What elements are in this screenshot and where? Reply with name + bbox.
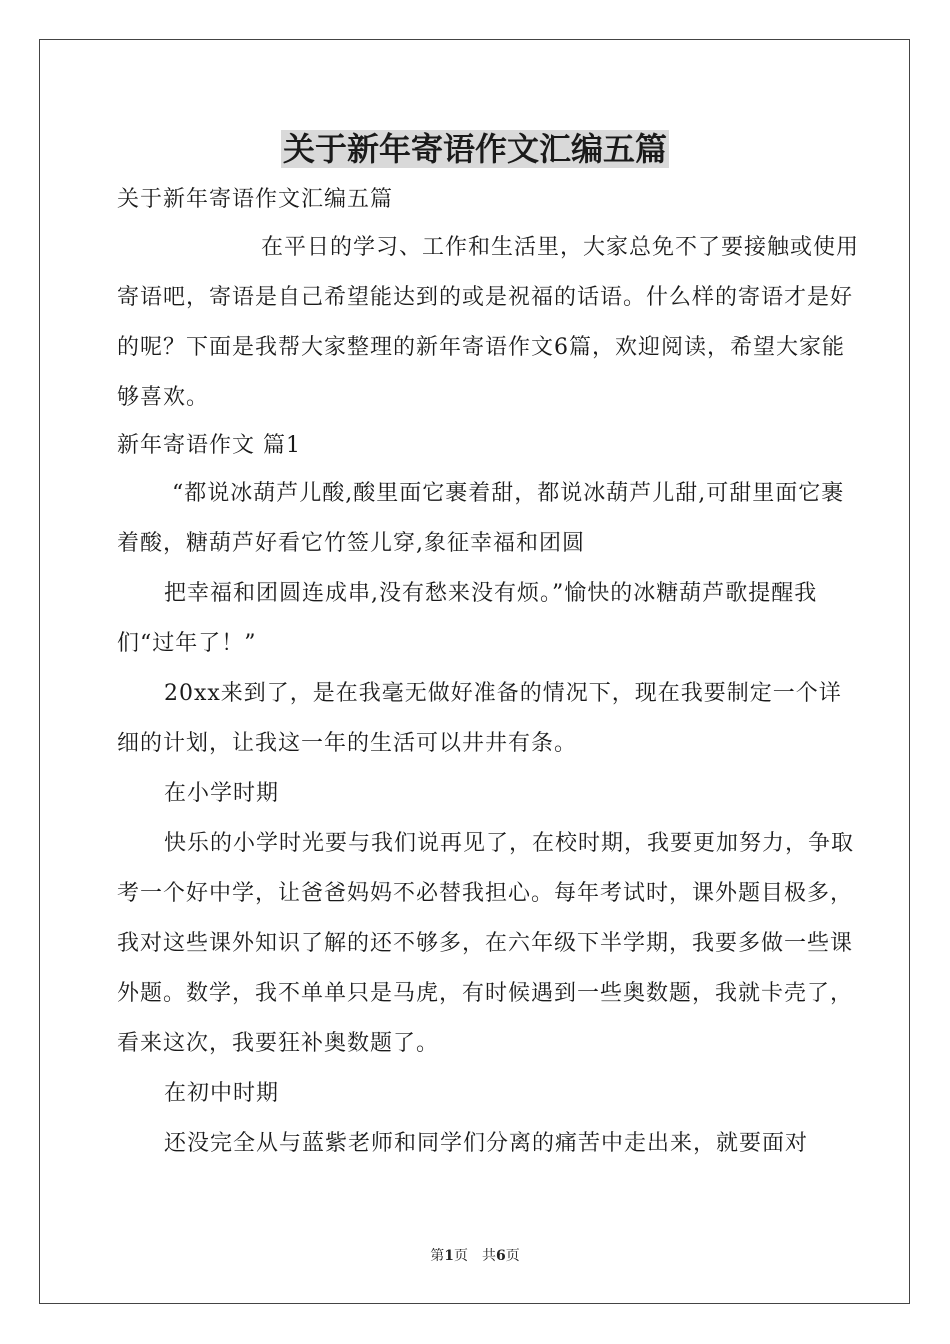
intro-paragraph: 在平日的学习、工作和生活里，大家总免不了要接触或使用寄语吧，寄语是自己希望能达到的或是祝福的话语。什么样的寄语才是好的呢？下面是我帮大家整理的新年寄语作文6篇，欢迎阅读，希望大家能够喜欢。 [117,235,860,410]
document-title [0,125,950,173]
subheading-paragraph: 在初中时期 [164,1081,280,1106]
footer-prefix: 第 [430,1248,445,1264]
footer-page-number: 1 [444,1248,454,1264]
page-footer [0,1246,950,1266]
body-paragraph: 快乐的小学时光要与我们说再见了，在校时期，我要更加努力，争取考一个好中学，让爸爸妈妈不必替我担心。每年考试时，课外题目极多，我对这些课外知识了解的还不够多，在六年级下半学期，我要多做一些课外题。数学，我不单单只是马虎，有时候遇到一些奥数题，我就卡壳了，看来这次，我要狂补奥数题了。 [117,831,855,1056]
footer-suffix: 页 [505,1248,520,1264]
body-paragraph: 还没完全从与蓝紫老师和同学们分离的痛苦中走出来，就要面对 [164,1131,809,1156]
footer-total-pages: 6 [496,1248,506,1264]
document-body [117,177,862,1169]
body-paragraph: “都说冰葫芦儿酸,酸里面它裹着甜，都说冰葫芦儿甜,可甜里面它裹着酸，糖葫芦好看它竹签儿穿,象征幸福和团圆 [117,481,845,556]
body-paragraph: 把幸福和团圆连成串,没有愁来没有烦。”愉快的冰糖葫芦歌提醒我们“过年了！” [117,581,818,656]
subheading-paragraph: 在小学时期 [164,781,280,806]
subtitle-paragraph: 关于新年寄语作文汇编五篇 [117,187,394,212]
section-heading: 新年寄语作文 篇1 [117,433,301,458]
body-paragraph: 20xx来到了，是在我毫无做好准备的情况下，现在我要制定一个详细的计划，让我这一年的生活可以井井有条。 [117,681,842,756]
footer-mid: 页 共 [454,1248,496,1264]
document-title-text: 关于新年寄语作文汇编五篇 [282,130,667,168]
